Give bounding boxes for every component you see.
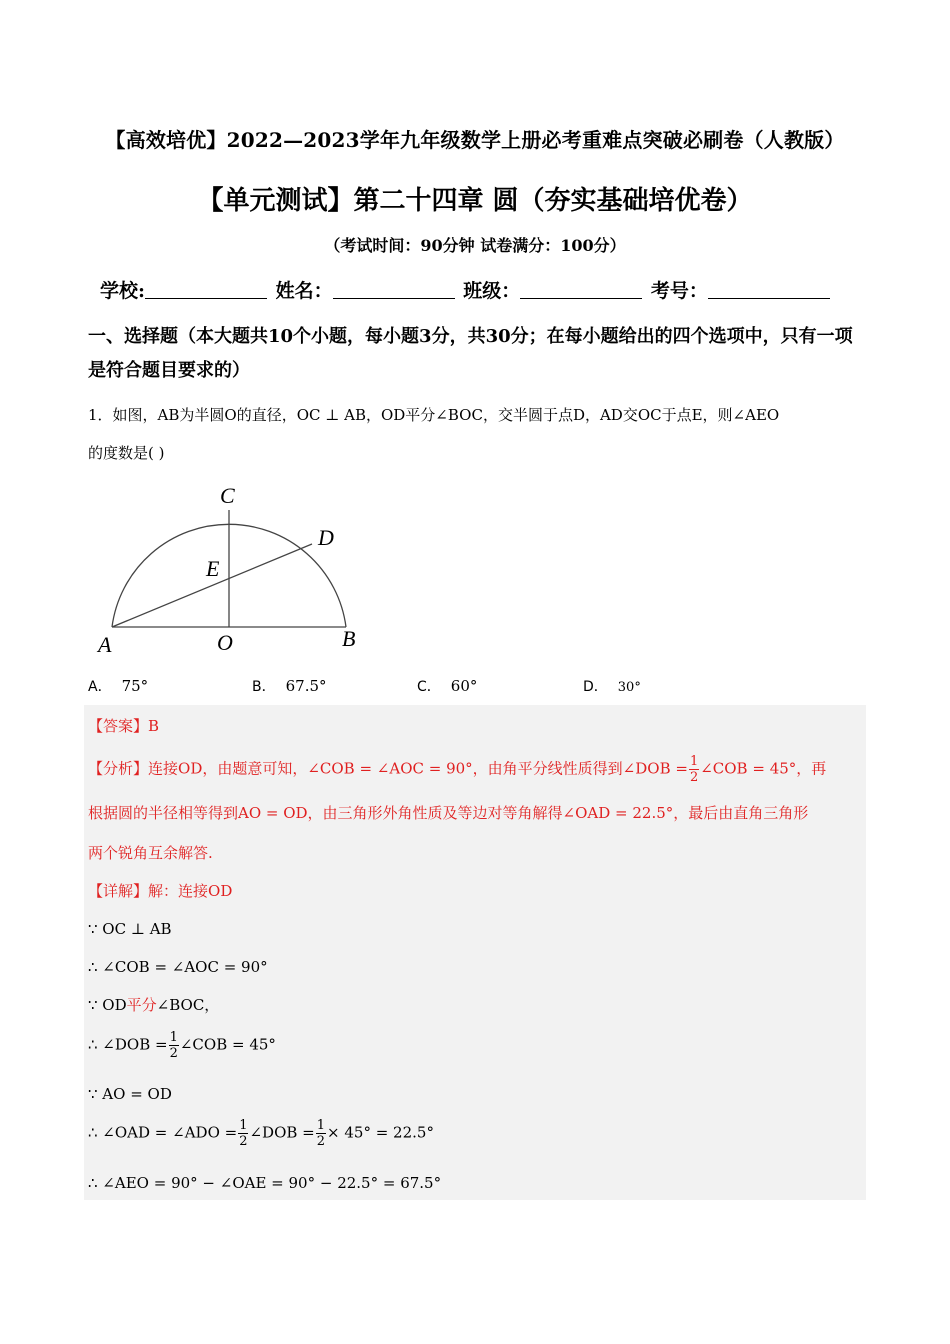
step-1: ∵ OC ⊥ AB: [88, 920, 172, 938]
step-7: ∴ ∠AEO = 90° − ∠OAE = 90° − 22.5° = 67.5°: [88, 1174, 442, 1192]
unit-test-title: 【单元测试】第二十四章 圆（夯实基础培优卷）: [197, 186, 753, 216]
school-blank[interactable]: [145, 280, 267, 299]
label-a: A: [98, 632, 112, 657]
detail-line: 【详解】解：连接OD: [88, 882, 233, 900]
analysis-line2: 根据圆的半径相等得到AO = OD，由三角形外角性质及等边对等角解得∠OAD = 22.5°，最后由直角三角形: [88, 804, 809, 822]
label-d: D: [318, 525, 334, 550]
label-c: C: [220, 483, 235, 508]
school-label: 学校:: [100, 280, 146, 302]
section-heading: 一、选择题（本大题共10个小题，每小题3分，共30分；在每小题给出的四个选项中，只有一项是符合题目要求的）: [88, 326, 853, 381]
question-1-line2: 的度数是( ): [88, 444, 165, 462]
step-4: ∴ ∠DOB = $\frac{1}{2}$ ∠COB = 45°: [88, 1030, 276, 1061]
exam-time-score: （考试时间：90分钟 试卷满分：100分）: [324, 236, 626, 255]
exam-series-title: 【高效培优】2022—2023学年九年级数学上册必考重难点突破必刷卷（人教版）: [105, 128, 845, 152]
student-info-fields: [100, 276, 832, 303]
step-5: ∵ AO = OD: [88, 1085, 172, 1103]
name-label: 姓名：: [275, 280, 333, 302]
step-6: ∴ ∠OAD = ∠ADO = $\frac{1}{2}$ ∠DOB = $\frac{1}{2}$ × 45° = 22.5°: [88, 1118, 434, 1149]
option-a[interactable]: A． 75°: [88, 677, 149, 695]
label-e: E: [206, 556, 220, 581]
analysis-line3: 两个锐角互余解答.: [88, 844, 213, 862]
label-b: B: [342, 626, 356, 651]
step-3: ∵ OD平分∠BOC，: [88, 996, 220, 1014]
class-blank[interactable]: [520, 280, 642, 299]
step-2: ∴ ∠COB = ∠AOC = 90°: [88, 958, 268, 976]
analysis-line1: 【分析】连接OD，由题意可知，∠COB = ∠AOC = 90°，由角平分线性质得到∠DOB = $\frac{1}{2}$ ∠COB = 45°，再: [88, 754, 827, 785]
option-b[interactable]: B． 67.5°: [252, 677, 327, 695]
question-1-line1: 1．如图，AB为半圆O的直径，OC ⊥ AB，OD平分∠BOC，交半圆于点D，AD交OC于点E，则∠AEO: [88, 406, 780, 424]
option-c[interactable]: C． 60°: [417, 677, 478, 695]
name-blank[interactable]: [333, 280, 455, 299]
number-label: 考号：: [650, 280, 708, 302]
answer-line: 【答案】B: [88, 717, 160, 735]
class-label: 班级：: [463, 280, 521, 302]
number-blank[interactable]: [708, 280, 830, 299]
option-d[interactable]: D． 30°: [583, 679, 641, 695]
semicircle-figure: [90, 480, 380, 670]
label-o: O: [217, 630, 233, 655]
question-1-stem: [88, 396, 868, 472]
